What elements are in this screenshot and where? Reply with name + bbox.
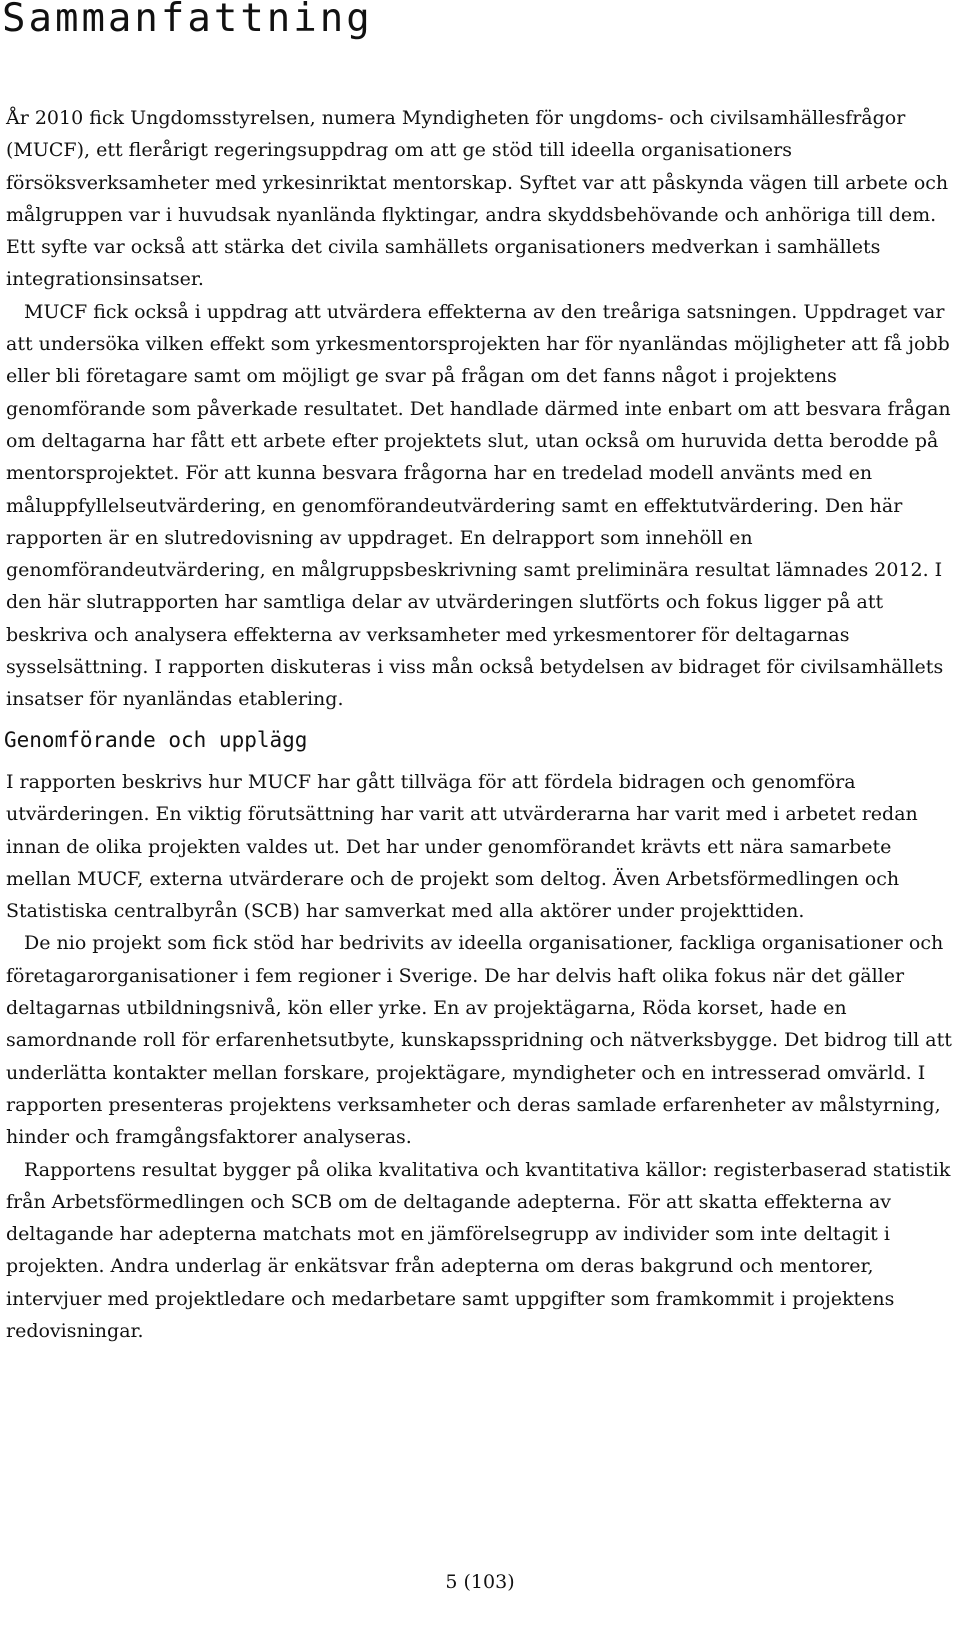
paragraph: År 2010 fick Ungdomsstyrelsen, numera Myndigheten för ungdoms- och civilsamhällesfrågor (MUCF), ett flerårigt regeringsuppdrag om att ge stöd till ideella organisationers försöksverksamheter med yrkesinriktat mentorskap. Syftet var att påskynda vägen till arbete och målgruppen var i huvudsak nyanlända flyktingar, andra skyddsbehövande och anhöriga till dem. Ett syfte var också att stärka det civila samhällets organisationers medverkan i samhällets integrationsinsatser.	[6, 107, 949, 291]
paragraph: De nio projekt som fick stöd har bedrivits av ideella organisationer, fackliga organisationer och företagarorganisationer i fem regioner i Sverige. De har delvis haft olika fokus när det gäller deltagarnas utbildningsnivå, kön eller yrke. En av projektägarna, Röda korset, hade en samordnande roll för erfarenhetsutbyte, kunskapsspridning och nätverksbygge. Det bidrog till att underlätta kontakter mellan forskare, projektägare, myndigheter och en intresserad omvärld. I rapporten presenteras projektens verksamheter och deras samlade erfarenheter av målstyrning, hinder och framgångsfaktorer analyseras.	[6, 932, 952, 1149]
section-heading: Genomförande och upplägg	[4, 728, 308, 752]
summary-section	[6, 102, 956, 716]
page-number: 5 (103)	[445, 1571, 515, 1593]
paragraph: MUCF fick också i uppdrag att utvärdera effekterna av den treåriga satsningen. Uppdraget var att undersöka vilken effekt som yrkesmentorsprojekten har för nyanländas möjligheter att få jobb eller bli företagare samt om möjligt ge svar på frågan om det fanns något i projektens genomförande som påverkade resultatet. Det handlade därmed inte enbart om att besvara frågan om deltagarna har fått ett arbete efter projektets slut, utan också om huruvida detta berodde på mentorsprojektet. För att kunna besvara frågorna har en tredelad modell använts med en måluppfyllelseutvärdering, en genomförandeutvärdering samt en effektutvärdering. Den här rapporten är en slutredovisning av uppdraget. En delrapport som innehöll en genomförandeutvärdering, en målgruppsbeskrivning samt preliminära resultat lämnades 2012. I den här slutrapporten har samtliga delar av utvärderingen slutförts och fokus ligger på att beskriva och analysera effekterna av verksamheter med yrkesmentorer för deltagarnas sysselsättning. I rapporten diskuteras i viss mån också betydelsen av bidraget för civilsamhällets insatser för nyanländas etablering.	[6, 300, 951, 711]
implementation-section	[6, 766, 956, 1347]
paragraph: Rapportens resultat bygger på olika kvalitativa och kvantitativa källor: registerbaserad statistik från Arbetsförmedlingen och SCB om de deltagande adepterna. För att skatta effekterna av deltagande har adepterna matchats mot en jämförelsegrupp av individer som inte deltagit i projekten. Andra underlag är enkätsvar från adepterna om deras bakgrund och mentorer, intervjuer med projektledare och medarbetare samt uppgifter som framkommit i projektens redovisningar.	[6, 1158, 951, 1343]
paragraph: I rapporten beskrivs hur MUCF har gått tillväga för att fördela bidragen och genomföra utvärderingen. En viktig förutsättning har varit att utvärderarna har varit med i arbetet redan innan de olika projekten valdes ut. Det har under genomförandet krävts ett nära samarbete mellan MUCF, externa utvärderare och de projekt som deltog. Även Arbetsförmedlingen och Statistiska centralbyrån (SCB) har samverkat med alla aktörer under projekttiden.	[6, 771, 918, 923]
page-title: Sammanfattning	[2, 0, 373, 41]
